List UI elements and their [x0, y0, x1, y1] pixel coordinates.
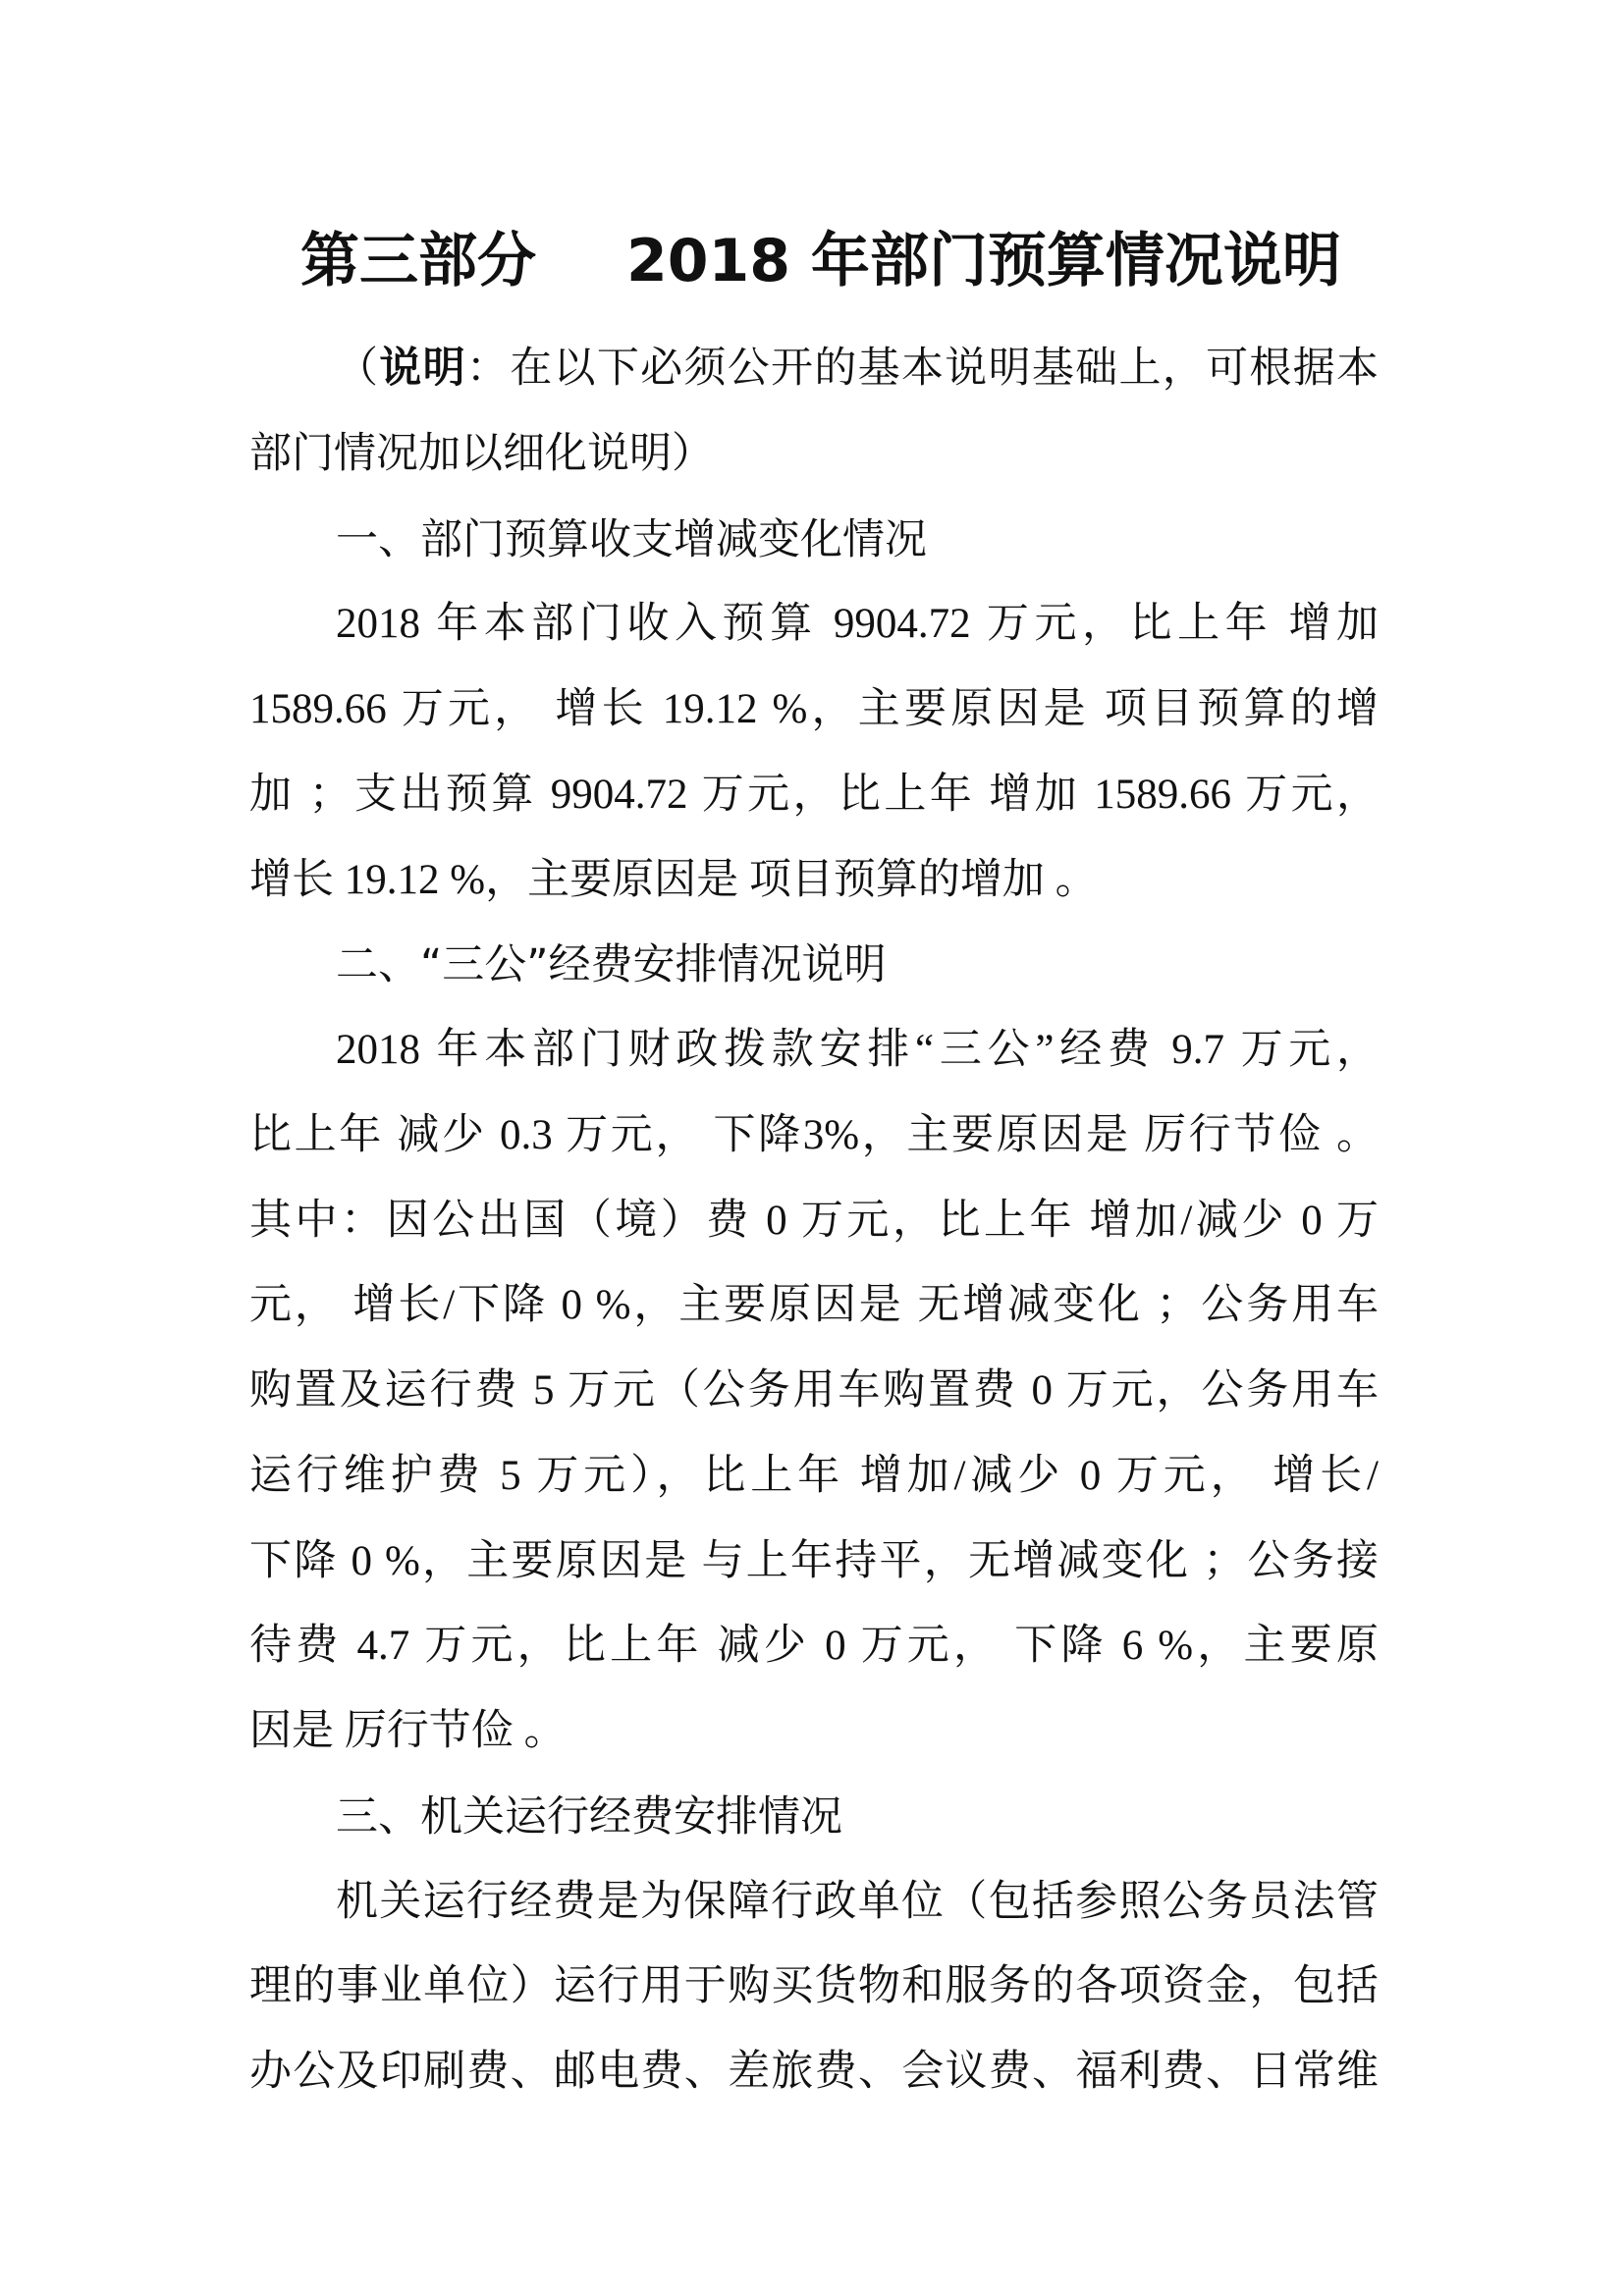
title-text: 2018 年部门预算情况说明 [626, 227, 1341, 295]
section-heading: 三、机关运行经费安排情况 [336, 1791, 842, 1842]
paragraph-line: 待费 4.7 万元，比上年 减少 0 万元， 下降 6 %，主要原 [249, 1623, 1379, 1670]
paragraph-line: 机关运行经费是为保障行政单位（包括参照公务员法管 [336, 1878, 1379, 1925]
paragraph-line: 因是 厉行节俭 。 [249, 1708, 567, 1754]
note-open-paren: （ [336, 346, 380, 392]
paragraph-line: 加 ；支出预算 9904.72 万元，比上年 增加 1589.66 万元， [249, 771, 1379, 818]
note-line [249, 327, 1379, 412]
paragraph-line: 2018 年本部门财政拨款安排“三公”经费 9.7 万元， [336, 1027, 1379, 1073]
paragraph-line: 其中：因公出国（境）费 0 万元，比上年 增加/减少 0 万 [249, 1197, 1379, 1244]
title-part-label: 第三部分 [300, 227, 536, 295]
page-title [300, 222, 1341, 300]
paragraph-line: 元， 增长/下降 0 %，主要原因是 无增减变化 ；公务用车 [249, 1282, 1379, 1329]
section-heading: 一、部门预算收支增减变化情况 [336, 514, 927, 564]
document-body [249, 327, 1379, 2115]
paragraph-line: 理的事业单位）运行用于购买货物和服务的各项资金，包括 [249, 1963, 1379, 2010]
paragraph-line: 2018 年本部门收入预算 9904.72 万元，比上年 增加 [336, 601, 1379, 648]
paragraph-line: 购置及运行费 5 万元（公务用车购置费 0 万元，公务用车 [249, 1367, 1379, 1414]
section-heading: 二、“三公”经费安排情况说明 [336, 940, 887, 990]
note-line: 部门情况加以细化说明） [249, 430, 714, 477]
paragraph-line: 1589.66 万元， 增长 19.12 %，主要原因是 项目预算的增 [249, 686, 1379, 732]
paragraph-line: 增长 19.12 %，主要原因是 项目预算的增加 。 [249, 856, 1098, 903]
paragraph-line: 比上年 减少 0.3 万元， 下降3%，主要原因是 厉行节俭 。 [249, 1111, 1379, 1158]
note-bold-label: 说明 [379, 346, 466, 392]
paragraph-line: 运行维护费 5 万元），比上年 增加/减少 0 万元， 增长/ [249, 1452, 1379, 1499]
paragraph-line: 办公及印刷费、邮电费、差旅费、会议费、福利费、日常维 [249, 2049, 1379, 2095]
note-text: ：在以下必须公开的基本说明基础上，可根据本 [465, 346, 1380, 392]
paragraph-line: 下降 0 %，主要原因是 与上年持平，无增减变化 ；公务接 [249, 1537, 1379, 1584]
